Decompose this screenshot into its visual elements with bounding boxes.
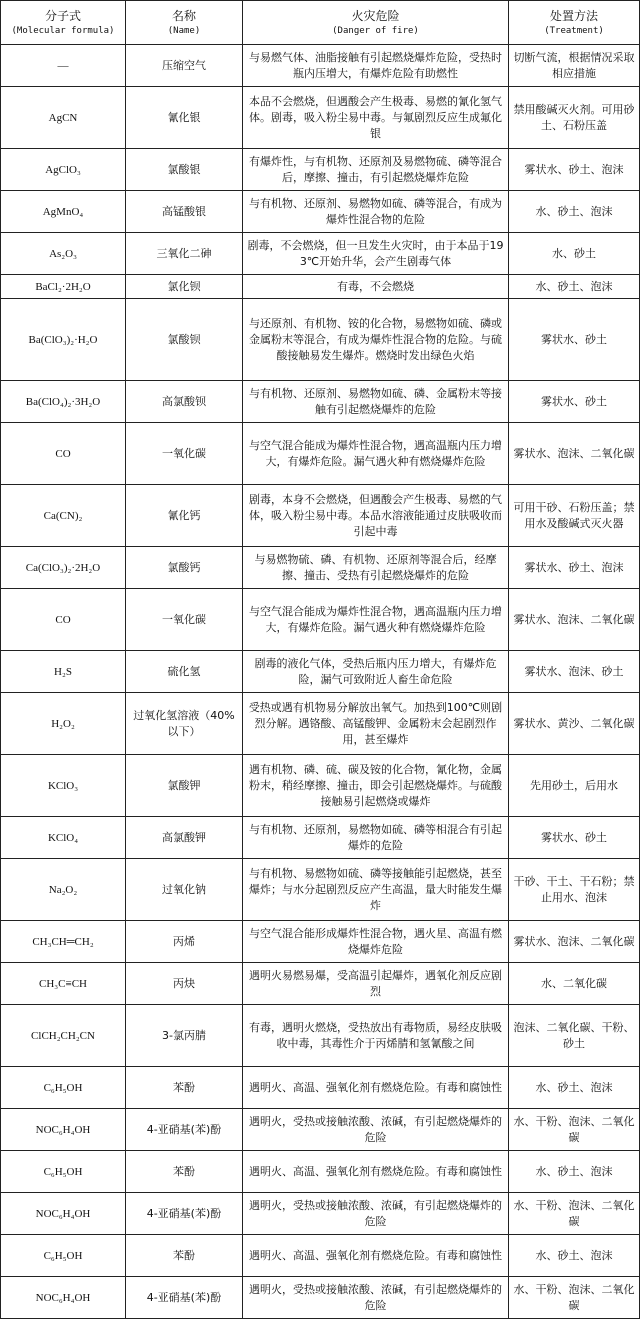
table-row (1, 87, 640, 149)
treatment-cell: 雾状水、泡沫、砂土 (509, 651, 640, 693)
formula-cell: CH₃C≡CH (1, 963, 126, 1005)
formula-cell: KClO₄ (1, 817, 126, 859)
danger-cell: 有毒，不会燃烧 (243, 275, 509, 299)
table-row (1, 547, 640, 589)
table-row (1, 1067, 640, 1109)
name-cell: 氰化钙 (126, 485, 243, 547)
formula-cell: C₆H₅OH (1, 1151, 126, 1193)
table-row (1, 1151, 640, 1193)
name-cell: 4-亚硝基(苯)酚 (126, 1277, 243, 1319)
table-row (1, 963, 640, 1005)
formula-cell: KClO₃ (1, 755, 126, 817)
formula-cell: ClCH₂CH₂CN (1, 1005, 126, 1067)
danger-cell: 受热或遇有机物易分解放出氧气。加热到100℃则剧烈分解。遇铬酸、高锰酸钾、金属粉末会起剧烈作用，甚至爆炸 (243, 693, 509, 755)
danger-cell: 遇明火，受热或接触浓酸、浓碱，有引起燃烧爆炸的危险 (243, 1109, 509, 1151)
name-cell: 氯酸钾 (126, 755, 243, 817)
treatment-cell: 禁用酸碱灭火剂。可用砂土、石粉压盖 (509, 87, 640, 149)
treatment-cell: 雾状水、砂土 (509, 299, 640, 381)
danger-cell: 遇明火，受热或接触浓酸、浓碱，有引起燃烧爆炸的危险 (243, 1277, 509, 1319)
name-cell: 过氧化氢溶液（40%以下） (126, 693, 243, 755)
name-cell: 苯酚 (126, 1151, 243, 1193)
danger-cell: 与易燃物硫、磷、有机物、还原剂等混合后，经摩擦、撞击、受热有引起燃烧爆炸的危险 (243, 547, 509, 589)
table-row (1, 1193, 640, 1235)
treatment-cell: 泡沫、二氧化碳、干粉、砂土 (509, 1005, 640, 1067)
formula-cell: C₆H₅OH (1, 1067, 126, 1109)
treatment-cell: 水、砂土、泡沫 (509, 275, 640, 299)
danger-cell: 有毒，遇明火燃烧，受热放出有毒物质，易经皮肤吸收中毒，其毒性介于丙烯腈和氢氰酸之间 (243, 1005, 509, 1067)
table-row (1, 1005, 640, 1067)
treatment-cell: 可用干砂、石粉压盖；禁用水及酸碱式灭火器 (509, 485, 640, 547)
treatment-cell: 雾状水、泡沫、二氧化碳 (509, 589, 640, 651)
name-cell: 氰化银 (126, 87, 243, 149)
table-row (1, 755, 640, 817)
danger-cell: 剧毒的液化气体，受热后瓶内压力增大，有爆炸危险，漏气可致附近人畜生命危险 (243, 651, 509, 693)
treatment-cell: 切断气流，根据情况采取相应措施 (509, 45, 640, 87)
header-formula: 分子式 (Molecular formula) (1, 1, 126, 45)
table-row (1, 485, 640, 547)
formula-cell: AgClO₃ (1, 149, 126, 191)
name-cell: 高锰酸银 (126, 191, 243, 233)
name-cell: 苯酚 (126, 1067, 243, 1109)
name-cell: 一氧化碳 (126, 589, 243, 651)
formula-cell: H₂S (1, 651, 126, 693)
danger-cell: 遇明火、高温、强氧化剂有燃烧危险。有毒和腐蚀性 (243, 1151, 509, 1193)
formula-cell: Ca(ClO₃)₂·2H₂O (1, 547, 126, 589)
name-cell: 丙烯 (126, 921, 243, 963)
danger-cell: 与空气混合能成为爆炸性混合物，遇高温瓶内压力增大，有爆炸危险。漏气遇火种有燃烧爆炸危险 (243, 589, 509, 651)
danger-cell: 有爆炸性，与有机物、还原剂及易燃物硫、磷等混合后，摩擦、撞击，有引起燃烧爆炸危险 (243, 149, 509, 191)
table-row (1, 1109, 640, 1151)
formula-cell: NOC₆H₄OH (1, 1109, 126, 1151)
name-cell: 高氯酸钡 (126, 381, 243, 423)
formula-cell: Ca(CN)₂ (1, 485, 126, 547)
name-cell: 压缩空气 (126, 45, 243, 87)
formula-cell: NOC₆H₄OH (1, 1277, 126, 1319)
treatment-cell: 水、干粉、泡沫、二氧化碳 (509, 1193, 640, 1235)
treatment-cell: 水、干粉、泡沫、二氧化碳 (509, 1109, 640, 1151)
danger-cell: 剧毒，不会燃烧，但一旦发生火灾时，由于本品于193℃开始升华，会产生剧毒气体 (243, 233, 509, 275)
table-row (1, 149, 640, 191)
treatment-cell: 水、砂土、泡沫 (509, 191, 640, 233)
name-cell: 过氧化钠 (126, 859, 243, 921)
treatment-cell: 雾状水、黄沙、二氧化碳 (509, 693, 640, 755)
table-row (1, 45, 640, 87)
formula-cell: BaCl₂·2H₂O (1, 275, 126, 299)
table-row (1, 589, 640, 651)
table-row (1, 693, 640, 755)
danger-cell: 与有机物、还原剂，易燃物如硫、磷等相混合有引起爆炸的危险 (243, 817, 509, 859)
name-cell: 3-氯丙腈 (126, 1005, 243, 1067)
treatment-cell: 水、砂土 (509, 233, 640, 275)
header-treatment: 处置方法 (Treatment) (509, 1, 640, 45)
header-danger: 火灾危险 (Danger of fire) (243, 1, 509, 45)
table-row (1, 651, 640, 693)
treatment-cell: 干砂、干土、干石粉；禁止用水、泡沫 (509, 859, 640, 921)
treatment-cell: 雾状水、泡沫、二氧化碳 (509, 423, 640, 485)
danger-cell: 遇明火、高温、强氧化剂有燃烧危险。有毒和腐蚀性 (243, 1235, 509, 1277)
name-cell: 氯酸钡 (126, 299, 243, 381)
formula-cell: Na₂O₂ (1, 859, 126, 921)
formula-cell: CO (1, 423, 126, 485)
formula-cell: CO (1, 589, 126, 651)
danger-cell: 遇有机物、磷、硫、碳及铵的化合物，氰化物，金属粉末，稍经摩擦、撞击，即会引起燃烧爆炸。与硫酸接触易引起燃烧或爆炸 (243, 755, 509, 817)
formula-cell: — (1, 45, 126, 87)
name-cell: 4-亚硝基(苯)酚 (126, 1109, 243, 1151)
table-row (1, 191, 640, 233)
name-cell: 苯酚 (126, 1235, 243, 1277)
treatment-cell: 水、二氧化碳 (509, 963, 640, 1005)
treatment-cell: 雾状水、砂土 (509, 817, 640, 859)
name-cell: 氯酸钙 (126, 547, 243, 589)
formula-cell: AgMnO₄ (1, 191, 126, 233)
name-cell: 氯化钡 (126, 275, 243, 299)
treatment-cell: 水、砂土、泡沫 (509, 1151, 640, 1193)
name-cell: 丙炔 (126, 963, 243, 1005)
treatment-cell: 雾状水、砂土、泡沫 (509, 547, 640, 589)
table-header-row (1, 1, 640, 45)
table-row (1, 233, 640, 275)
table-row (1, 1277, 640, 1319)
formula-cell: H₂O₂ (1, 693, 126, 755)
name-cell: 硫化氢 (126, 651, 243, 693)
formula-cell: AgCN (1, 87, 126, 149)
treatment-cell: 先用砂土，后用水 (509, 755, 640, 817)
name-cell: 氯酸银 (126, 149, 243, 191)
danger-cell: 与空气混合能成为爆炸性混合物，遇高温瓶内压力增大，有爆炸危险。漏气遇火种有燃烧爆炸危险 (243, 423, 509, 485)
danger-cell: 与易燃气体、油脂接触有引起燃烧爆炸危险，受热时瓶内压增大，有爆炸危险有助燃性 (243, 45, 509, 87)
name-cell: 高氯酸钾 (126, 817, 243, 859)
table-row (1, 859, 640, 921)
danger-cell: 遇明火，受热或接触浓酸、浓碱，有引起燃烧爆炸的危险 (243, 1193, 509, 1235)
header-name: 名称 (Name) (126, 1, 243, 45)
formula-cell: Ba(ClO₄)₂·3H₂O (1, 381, 126, 423)
table-row (1, 423, 640, 485)
danger-cell: 与空气混合能形成爆炸性混合物，遇火星、高温有燃烧爆炸危险 (243, 921, 509, 963)
danger-cell: 遇明火易燃易爆，受高温引起爆炸，遇氧化剂反应剧烈 (243, 963, 509, 1005)
danger-cell: 与还原剂、有机物、铵的化合物，易燃物如硫、磷或金属粉末等混合，有成为爆炸性混合物的危险。与硫酸接触易发生爆炸。燃烧时发出绿色火焰 (243, 299, 509, 381)
treatment-cell: 水、砂土、泡沫 (509, 1235, 640, 1277)
treatment-cell: 雾状水、泡沫、二氧化碳 (509, 921, 640, 963)
table-row (1, 381, 640, 423)
formula-cell: As₂O₃ (1, 233, 126, 275)
table-row (1, 1235, 640, 1277)
table-row (1, 817, 640, 859)
treatment-cell: 水、砂土、泡沫 (509, 1067, 640, 1109)
formula-cell: Ba(ClO₃)₂·H₂O (1, 299, 126, 381)
name-cell: 4-亚硝基(苯)酚 (126, 1193, 243, 1235)
table-row (1, 921, 640, 963)
danger-cell: 与有机物、易燃物如硫、磷等接触能引起燃烧，甚至爆炸；与水分起剧烈反应产生高温，量大时能发生爆炸 (243, 859, 509, 921)
treatment-cell: 雾状水、砂土 (509, 381, 640, 423)
danger-cell: 与有机物、还原剂、易燃物如硫、磷、金属粉末等接触有引起燃烧爆炸的危险 (243, 381, 509, 423)
name-cell: 三氧化二砷 (126, 233, 243, 275)
formula-cell: C₆H₅OH (1, 1235, 126, 1277)
table-body (1, 45, 640, 1319)
table-row (1, 275, 640, 299)
danger-cell: 剧毒，本身不会燃烧，但遇酸会产生极毒、易燃的气体，吸入粉尘易中毒。本品水溶液能通过皮肤吸收而引起中毒 (243, 485, 509, 547)
danger-cell: 本品不会燃烧，但遇酸会产生极毒、易燃的氰化氢气体。剧毒，吸入粉尘易中毒。与氟剧烈反应生成氟化银 (243, 87, 509, 149)
name-cell: 一氧化碳 (126, 423, 243, 485)
formula-cell: CH₃CH═CH₂ (1, 921, 126, 963)
formula-cell: NOC₆H₄OH (1, 1193, 126, 1235)
danger-cell: 遇明火、高温、强氧化剂有燃烧危险。有毒和腐蚀性 (243, 1067, 509, 1109)
table-row (1, 299, 640, 381)
treatment-cell: 雾状水、砂土、泡沫 (509, 149, 640, 191)
danger-cell: 与有机物、还原剂、易燃物如硫、磷等混合，有成为爆炸性混合物的危险 (243, 191, 509, 233)
treatment-cell: 水、干粉、泡沫、二氧化碳 (509, 1277, 640, 1319)
